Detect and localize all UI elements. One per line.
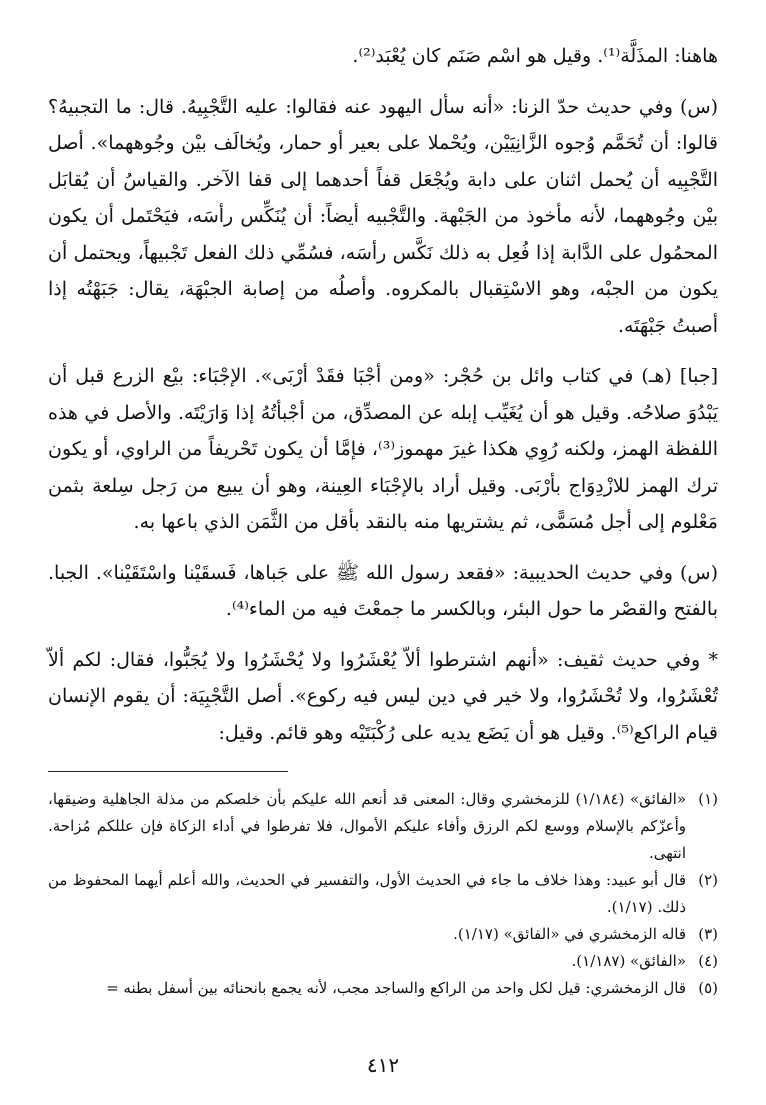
- footnote-divider: [48, 771, 288, 772]
- footnote-number: (٢): [698, 871, 718, 889]
- paragraph-hudaybiya: (س) وفي حديث الحديبية: «فقعد رسول الله ﷺ على جَباها، فَسقَيْنا واسْتَقَيْنا». الجبا. بالفتح والقصْر ما حول البئر، وبالكسر ما جمعْتَ فيه من الماء⁽⁴⁾.: [48, 561, 718, 620]
- paragraph-jaba: [جبا] (هـ) في كتاب وائل بن حُجْر: «ومن أجْبَا فقَدْ أرْبَى». الإجْبَاء: بيْع الزرع قبل أن يَبْدُوَ صلاحُه. وقيل هو أن يُغَيِّب إبله عن المصدِّق، من أجْبأتُهُ إذا وَارَيْتَه. والأصل في هذه اللفظة الهمز، ولكنه رُوِي هكذا غيرَ مهموز⁽³⁾، فإمَّا أن يكون تَحْريفاً من الراوي، أو يكون ترك الهمز للازْدِوَاج بأرْبَى. وقيل أراد بالإجْبَاء العِينة، وهو أن يبيع من رَجل سِلعة بثمن مَعْلوم إلى أجل مُسَمًّى، ثم يشتريها منه بالنقد بأقل من الثَّمَن الذي باعها به.: [48, 365, 718, 533]
- footnote-number: (٥): [698, 979, 718, 997]
- footnote-number: (٤): [698, 952, 718, 970]
- footnote-text: «الفائق» (١/١٨٧).: [571, 952, 686, 970]
- footnote-text: «الفائق» (١/١٨٤) للزمخشري وقال: المعنى قد أنعم الله عليكم بأن خلصكم من مذلة الجاهلية وضيقها، وأعزّكم بالإسلام ووسع لكم الرزق وأفاء عليكم الأموال، فلا تفرطوا في أداء الزكاة فإن عللكم مُزاحة. انتهى.: [48, 790, 686, 862]
- footnote: [48, 948, 718, 975]
- footnote-text: قاله الزمخشري في «الفائق» (١/١٧).: [453, 925, 686, 943]
- footnote: [48, 867, 718, 921]
- page-number: ٤١٢: [366, 1053, 400, 1077]
- footnote-number: (٣): [698, 925, 718, 943]
- footnotes: [48, 786, 718, 1002]
- paragraph-tajbih: (س) وفي حديث حدّ الزنا: «أنه سأل اليهود عنه فقالوا: عليه التَّجْبِيهُ. قال: ما التجبيهُ؟ قالوا: أن تُحَمَّم وُجوه الزَّانِيَيْن، ويُحْملا على بعير أو حمار، ويُخالَف بيْن وجُوههما». أصل التَّجْبِيه أن يُحمل اثنان على دابة ويُجْعَل قفاً أحدهما إلى قفا الآخر. والقياسُ أن يُقابَل بيْن وجُوههما، لأنه مأخوذ من الجَبْهة. والتَّجْبيه أيضاً: أن يُنَكِّس رأسَه، فيَحْتَمل أن يكون المحمُول على الدَّابة إذا فُعِل به ذلك نَكَّس رأسَه، فسُمِّي ذلك الفعل تَجْبيهاً، ويحتمل أن يكون من الجبْه، وهو الاسْتِقبال بالمكروه. وأصلُه من إصابة الجبْهَة، يقال: جَبَهْتُه إذا أصبتُ جَبْهَتَه.: [48, 95, 718, 337]
- paragraph-thaqif: * وفي حديث ثقيف: «أنهم اشترطوا ألاّ يُعْشَرُوا ولا يُحْشَرُوا ولا يُجَبُّوا، فقال: لكم ألاّ تُعْشَرُوا، ولا تُحْشَرُوا، ولا خير في دين ليس فيه ركوع». أصل التَّجْبِيَة: أن يقوم الإنسان قيام الراكع⁽⁵⁾. وقيل هو أن يَضَع يديه على رُكْبَتَيْه وهو قائم. وقيل:: [48, 648, 718, 744]
- footnote-text: قال الزمخشري: قيل لكل واحد من الراكع والساجد مجب، لأنه يجمع بانحنائه بين أسفل بطنه =: [106, 979, 686, 997]
- paragraph-continuation: هاهنا: المذَلَّة⁽¹⁾. وقيل هو اسْم صَنَم كان يُعْبَد⁽²⁾.: [352, 45, 718, 67]
- footnote: [48, 786, 718, 867]
- footnote-text: قال أبو عبيد: وهذا خلاف ما جاء في الحديث الأول، والتفسير في الحديث، والله أعلم أيهما المحفوظ من ذلك. (١/١٧).: [48, 871, 686, 916]
- footnote: [48, 921, 718, 948]
- footnote-number: (١): [698, 790, 718, 808]
- footnote: [48, 975, 718, 1002]
